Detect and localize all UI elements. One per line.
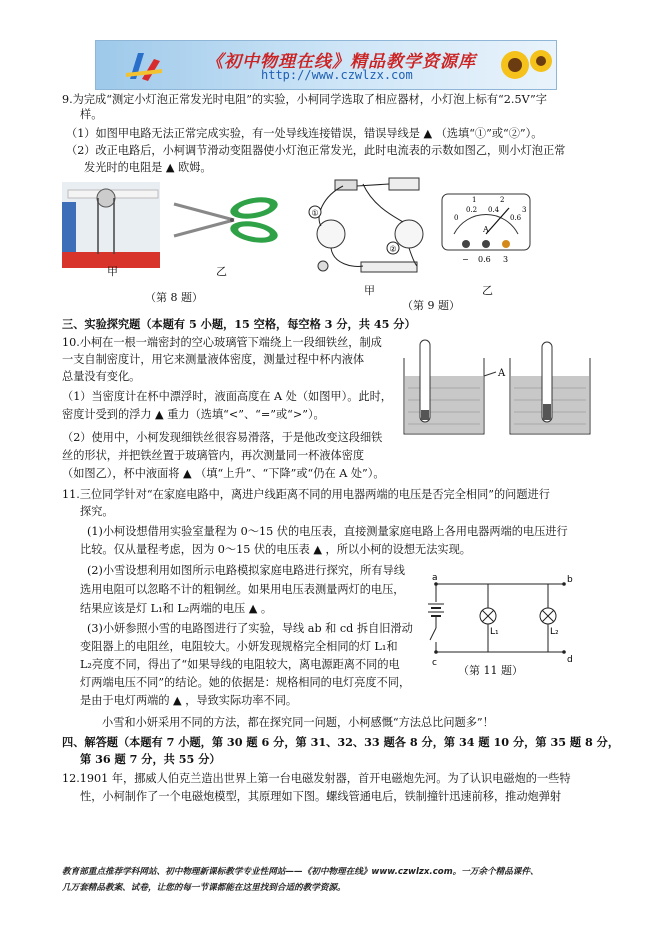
q11-line-12: 是由于电灯两端的 ▲ ，导致实际功率不同。	[80, 694, 298, 707]
fig8-pulley-image	[62, 182, 160, 268]
fig9-tick-3: 3	[522, 206, 527, 214]
q10-line-8: （如图乙），杯中液面将 ▲ （填“上升”、“下降”或“仍在 A 处”）。	[62, 467, 385, 480]
fig9-tick-04: 0.4	[488, 206, 500, 214]
section4-heading-2: 第 36 题 7 分，共 55 分）	[80, 752, 221, 766]
fig11-caption: （第 11 题）	[458, 664, 523, 677]
q10-line-3: 总量没有变化。	[62, 370, 141, 383]
q11-line-8: (3)小妍参照小雪的电路图进行了实验，导线 ab 和 cd 拆自旧滑动	[87, 622, 413, 635]
fig9-caption: （第 9 题）	[402, 299, 460, 312]
sunflower-icon	[491, 43, 555, 89]
fig8-caption: （第 8 题）	[145, 291, 203, 304]
fig10-density-meter-image	[402, 338, 592, 438]
banner-title: 《初中物理在线》精品教学资源库	[206, 52, 476, 72]
q12-line-2: 性，小柯制作了一个电磁炮模型，其原理如下图。螺线管通电后，铁制撞针迅速前移，推动炮弹射	[80, 790, 562, 803]
fig9-tick-06: 0.6	[510, 214, 522, 222]
fig9-mark-2: ②	[389, 244, 397, 254]
q10-line-4: （1）当密度计在杯中漂浮时，液面高度在 A 处（如图甲）。此时，	[62, 390, 392, 403]
banner-url: http://www.czwlzx.com	[261, 68, 413, 82]
q9-line-3: （1）如图甲电路无法正常完成实验，有一处导线连接错误，错误导线是 ▲ （选填“①”或“②”）。	[66, 127, 543, 140]
q11-line-13: 小雪和小妍采用不同的方法，都在探究同一问题，小柯感慨“方法总比问题多”！	[102, 716, 494, 729]
header-banner	[95, 40, 557, 90]
logo-icon	[124, 47, 164, 83]
fig9-ammeter-image	[440, 190, 532, 268]
fig9-tick-0: 0	[454, 214, 459, 222]
q11-line-1: 11.三位同学针对“在家庭电路中，离进户线距离不同的用电器两端的电压是否完全相同”的问题进行	[62, 488, 550, 501]
fig11-label-b: b	[567, 575, 573, 585]
section3-heading: 三、实验探究题（本题有 5 小题，15 空格，每空格 3 分，共 45 分）	[62, 317, 416, 331]
fig10-mark-a: A	[498, 368, 506, 379]
fig9-mark-1: ①	[311, 208, 319, 218]
q9-line-1: 9.为完成“测定小灯泡正常发光时电阻”的实验，小柯同学选取了相应器材，小灯泡上标有“2.5V”字	[62, 93, 547, 106]
fig9-tick-2: 2	[500, 196, 505, 204]
fig9-tick-02: 0.2	[466, 206, 478, 214]
fig9-circuit-image	[303, 176, 439, 282]
fig11-label-c: c	[432, 658, 437, 668]
fig11-label-l1: L₁	[490, 627, 499, 637]
q11-line-2: 探究。	[80, 505, 114, 518]
fig8-label-yi: 乙	[216, 265, 227, 278]
fig8-label-jia: 甲	[107, 265, 118, 278]
q9-line-5: 发光时的电阻是 ▲ 欧姆。	[84, 161, 212, 174]
fig8-scissors-image	[166, 196, 286, 246]
fig11-label-a: a	[432, 573, 438, 583]
q11-line-10: L₂亮度不同，得出了“如果导线的电阻较大，离电源距离不同的电	[80, 658, 400, 671]
fig9-tick-1: 1	[472, 196, 477, 204]
fig9-label-jia: 甲	[364, 284, 375, 297]
q10-line-2: 一支自制密度计，用它来测量液体密度，测量过程中杯内液体	[62, 353, 365, 366]
q11-line-5: (2)小雪设想利用如图所示电路模拟家庭电路进行探究，所有导线	[87, 564, 405, 577]
fig9-terminal-3: 3	[503, 255, 509, 264]
q11-line-6: 选用电阻可以忽略不计的粗铜丝。如果用电压表测量两灯的电压，	[80, 583, 405, 596]
q12-line-1: 12.1901 年，挪威人伯克兰造出世界上第一台电磁发射器，首开电磁炮先河。为了认识电磁炮的一些特	[62, 772, 571, 785]
fig11-label-l2: L₂	[550, 627, 559, 637]
footer-line-2: 几万套精品教案、试卷，让您的每一节课都能在这里找到合适的教学资源。	[62, 883, 346, 893]
fig11-circuit-diagram	[422, 572, 584, 676]
q11-line-9: 变阻器上的电阻丝，电阻较大。小妍发现规格完全相同的灯 L₁和	[80, 640, 398, 653]
fig9-terminal-neg: −	[462, 255, 469, 264]
section4-heading-1: 四、解答题（本题有 7 小题，第 30 题 6 分，第 31、32、33 题各 8 分，第 34 题 10 分，第 35 题 8 分，	[62, 735, 620, 749]
q11-line-7: 结果应该是灯 L₁和 L₂两端的电压 ▲ 。	[80, 602, 273, 615]
q11-line-11: 灯两端电压不同”的结论。她的依据是：规格相同的电灯亮度不同，	[80, 676, 411, 689]
q10-line-1: 10.小柯在一根一端密封的空心玻璃管下端绕上一段细铁丝，制成	[62, 336, 382, 349]
fig9-label-yi: 乙	[482, 284, 493, 297]
footer-line-1: 教育部重点推荐学科网站、初中物理新课标教学专业性网站——《初中物理在线》www.czwlzx.com。一万余个精品课件、	[62, 867, 539, 877]
q11-line-4: 比较。仅从量程考虑，因为 0～15 伏的电压表 ▲ ，所以小柯的设想无法实现。	[80, 543, 471, 556]
fig9-terminal-06: 0.6	[478, 255, 491, 264]
q9-line-2: 样。	[80, 108, 103, 121]
q9-line-4: （2）改正电路后，小柯调节滑动变阻器使小灯泡正常发光，此时电流表的示数如图乙，则小灯泡正常	[66, 144, 566, 157]
q11-line-3: (1)小柯设想借用实验室量程为 0～15 伏的电压表，直接测量家庭电路上各用电器两端的电压进行	[87, 525, 568, 538]
q10-line-5: 密度计受到的浮力 ▲ 重力（选填“<”、“=”或“>”）。	[62, 408, 325, 421]
fig9-unit: A	[483, 225, 489, 234]
q10-line-6: （2）使用中，小柯发现细铁丝很容易滑落，于是他改变这段细铁	[62, 431, 383, 444]
fig11-label-d: d	[567, 655, 573, 665]
q10-line-7: 丝的形状，并把铁丝置于玻璃管内，再次测量同一杯液体密度	[62, 449, 365, 462]
